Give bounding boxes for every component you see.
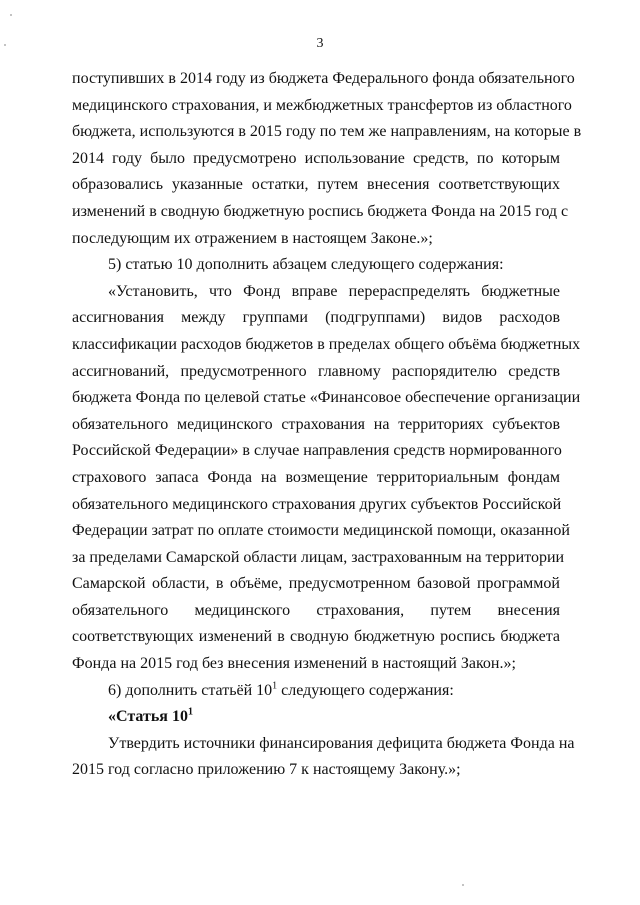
- text-line: 2015 год согласно приложению 7 к настоящему Закону.»;: [72, 761, 461, 779]
- text-line: классификации расходов бюджетов в пределах общего объёма бюджетных: [72, 335, 581, 353]
- text-line: Утвердить источники финансирования дефицита бюджета Фонда на: [108, 734, 575, 752]
- article-heading: [72, 704, 560, 731]
- paragraph-block-final: [72, 731, 575, 784]
- text-line: за пределами Самарской области лицам, застрахованным на территории: [72, 548, 565, 566]
- item-6-superscript: 1: [272, 680, 278, 692]
- text-line: изменений в сводную бюджетную роспись бюджета Фонда на 2015 год с: [72, 202, 569, 220]
- document-body: [72, 66, 582, 784]
- text-line: обязательного медицинского страхования, путем внесения: [72, 601, 560, 619]
- text-line: 2014 году было предусмотрено использование средств, по которым: [72, 149, 560, 167]
- paragraph-block-main: [72, 66, 582, 678]
- text-line: страхового запаса Фонда на возмещение территориальным фондам: [72, 468, 560, 486]
- scan-speck: [462, 884, 464, 886]
- text-line: медицинского страхования, и межбюджетных трансфертов из областного: [72, 96, 572, 114]
- text-line: Фонда на 2015 год без внесения изменений в настоящий Закон.»;: [72, 655, 516, 673]
- article-heading-text: «Статья 10: [108, 708, 188, 726]
- scan-speck: [10, 14, 12, 16]
- text-line: поступивших в 2014 году из бюджета Федерального фонда обязательного: [72, 70, 575, 87]
- text-line: соответствующих изменений в сводную бюджетную роспись бюджета: [72, 628, 560, 646]
- text-line: «Установить, что Фонд вправе перераспределять бюджетные: [108, 282, 560, 300]
- text-line: Российской Федерации» в случае направления средств нормированного: [72, 442, 562, 460]
- article-heading-superscript: 1: [187, 706, 193, 718]
- page-number: 3: [316, 36, 324, 51]
- text-line: бюджета, используются в 2015 году по тем же направлениям, на которые в: [72, 123, 582, 141]
- text-line: бюджета Фонда по целевой статье «Финансовое обеспечение организации: [72, 389, 581, 407]
- text-line: обязательного медицинского страхования на территориях субъектов: [72, 415, 560, 433]
- text-line: 5) статью 10 дополнить абзацем следующего содержания:: [108, 256, 504, 274]
- text-line: образовались указанные остатки, путем внесения соответствующих: [72, 176, 560, 194]
- text-line: Самарской области, в объёме, предусмотренном базовой программой: [72, 575, 560, 593]
- text-line: последующим их отражением в настоящем Законе.»;: [72, 229, 433, 247]
- text-line: обязательного медицинского страхования других субъектов Российской: [72, 495, 562, 513]
- item-6-suffix: следующего содержания:: [277, 681, 454, 699]
- text-line: ассигнований, предусмотренного главному распорядителю средств: [72, 362, 560, 380]
- item-6-prefix: 6) дополнить статьёй 10: [108, 681, 273, 699]
- text-line: ассигнования между группами (подгруппами) видов расходов: [72, 309, 560, 327]
- item-6-line: [72, 678, 560, 705]
- scan-speck: [4, 44, 6, 46]
- text-line: Федерации затрат по оплате стоимости медицинской помощи, оказанной: [72, 522, 570, 540]
